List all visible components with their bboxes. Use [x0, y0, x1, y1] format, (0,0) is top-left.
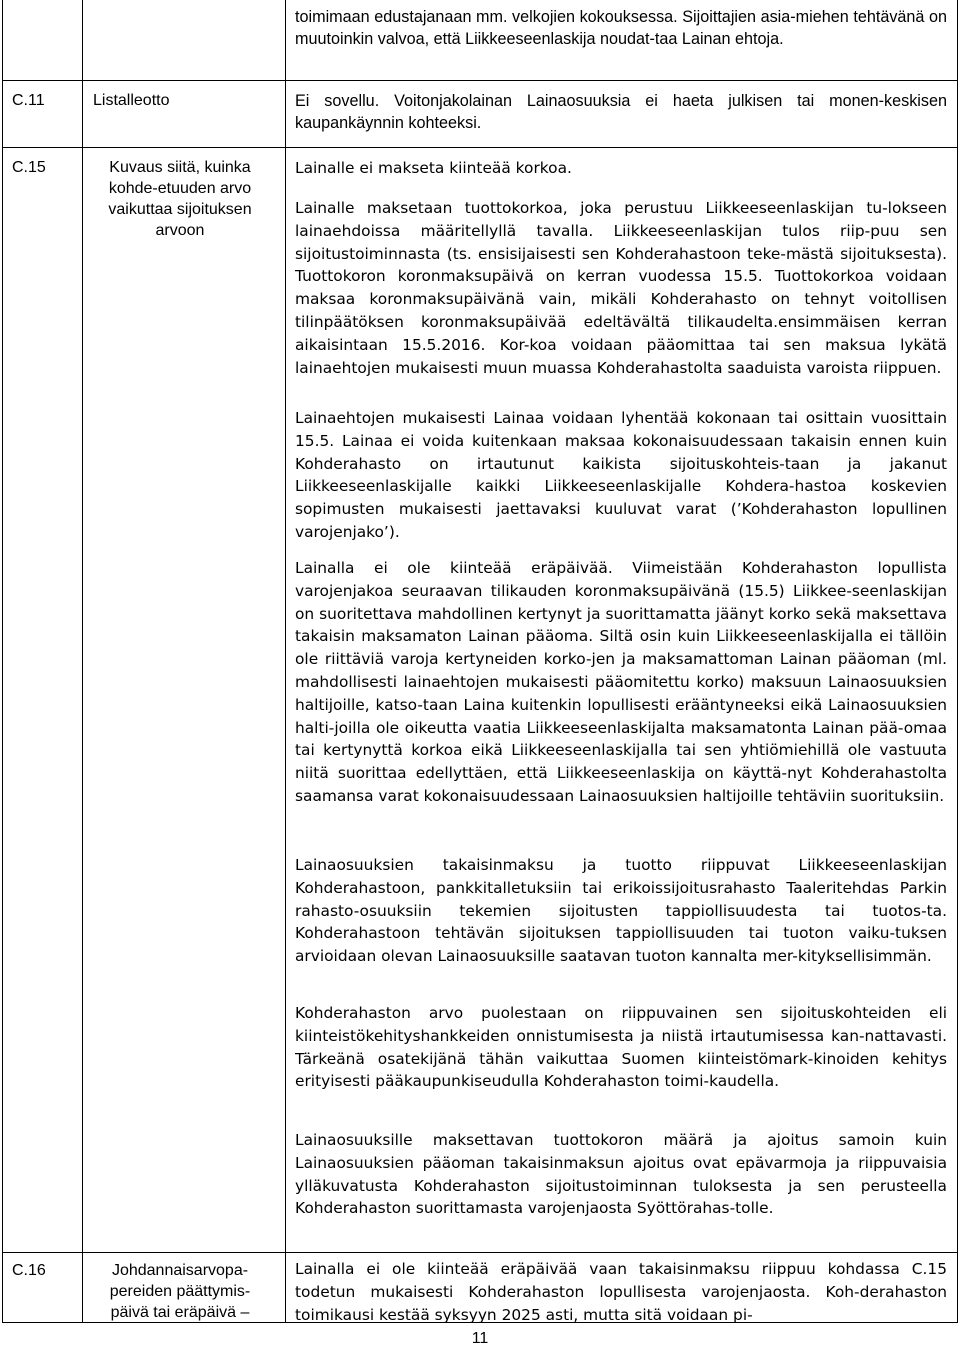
row-title-c11: Listalleotto	[93, 92, 170, 109]
row-c15-paragraph-5: Lainaosuuksien takaisinmaksu ja tuotto riippuvat Liikkeeseenlaskijan Kohderahastoon, pankkitalletuksiin tai erikoissijoitusrahasto Taaleritehdas Parkin rahasto-osuuksiin tekemien sijoitusten tappiollisuudesta tai tuotos-ta. Kohderahastoon tehtävän sijoituksen tappiollisuuden tai tuoton vaiku-tuksen arvioidaan olevan Lainaosuuksille saatavan tuoton kannalta mer-kityksellisimmän.	[295, 856, 947, 966]
continuation-paragraph: toimimaan edustajanaan mm. velkojien kokouksessa. Sijoittajien asia-miehen tehtävänä on muutoinkin valvoa, että Liikkeeseenlaskija noudat-taa Lainan ehtoja.	[295, 8, 947, 48]
row-c11-paragraph: Ei sovellu. Voitonjakolainan Lainaosuuksia ei haeta julkisen tai monen-keskisen kaupankäynnin kohteeksi.	[295, 92, 947, 132]
row-c15-paragraph-3: Lainaehtojen mukaisesti Lainaa voidaan lyhentää kokonaan tai osittain vuosittain 15.5. Lainaa ei voida kuitenkaan maksaa kokonaisuudessaan takaisin ennen kuin Kohderahasto on irtautunut kaikista sijoituskohteis-taan ja jakanut Liikkeeseenlaskijalle kaikki Liikkeeseenlaskijalle Kohdera-hastoa koskevien sopimusten mukaisesti jaettavaksi kuuluvat varat (’Kohderahaston lopullinen varojenjako’).	[295, 409, 947, 541]
row-c15-paragraph-1: Lainalle ei makseta kiinteää korkoa.	[295, 159, 572, 177]
row-c16-paragraph: Lainalla ei ole kiinteää eräpäivää vaan takaisinmaksu riippuu kohdassa C.15 todetun mukaisesti Kohderahaston lopullisesta varojenjaosta. Koh-derahaston toimikausi kestää syksyyn 2025 asti, mutta sitä voidaan pi-	[295, 1260, 947, 1324]
column-divider-1	[82, 0, 83, 1323]
row-divider-c11	[2, 80, 957, 81]
row-code-c11: C.11	[12, 92, 45, 109]
column-divider-2	[285, 0, 286, 1323]
row-code-c16: C.16	[12, 1262, 46, 1279]
row-c15-paragraph-2: Lainalle maksetaan tuottokorkoa, joka perustuu Liikkeeseenlaskijan tu-lokseen lainaehdoissa määritellyllä tavalla. Liikkeeseenlaskijan tulos riip-puu sen sijoitustoiminnasta (ts. ensisijaisesti sen Kohderahastoon teke-mästä sijoituksesta). Tuottokoron koronmaksupäivä on kerran vuodessa 15.5. Tuottokorkoa voidaan maksaa koronmaksupäivänä vain, mikäli Kohderahasto on tehnyt voitollisen tilinpäätöksen koronmaksupäivää edeltävältä tilikaudelta.ensimmäisen kerran aikaisintaan 15.5.2016. Kor-koa voidaan pääomittaa tai sen maksua lykätä lainaehtojen mukaisesti muun muassa Kohderahastolta saaduista varoista riippuen.	[295, 199, 947, 377]
row-c15-paragraph-4: Lainalla ei ole kiinteää eräpäivää. Viimeistään Kohderahaston lopullista varojenjakoa seuraavan tilikauden koronmaksupäivänä (15.5) Liikkee-seenlaskijan on suoritettava mahdollinen kertynyt ja suorittamatta jäänyt korko sekä maksettava takaisin maksamaton Lainan pääoma. Siltä osin kuin Liikkeeseenlaskijalla ei tällöin ole riittäviä varoja kertyneiden korko-jen ja maksamattoman Lainan pääoman (ml. mahdollisesti lainaehtojen mukaisesti pääomitettu korko) maksuun Lainaosuuksien haltijoille, katso-taan Laina kuitenkin lopullisesti erääntyneeksi eikä Lainaosuuksien halti-joilla ole oikeutta vaatia Liikkeeseenlaskijalta maksamatonta Lainan pää-omaa tai kertynyttä korkoa eikä Liikkeeseenlaskijalla tai sen yhtiömiehillä ole vastuuta niitä suorittaa edellyttäen, että Liikkeeseenlaskija on käyttä-nyt Kohderahastolta saamansa varat kokonaisuudessaan Lainaosuuksien haltijoille tehtäviin suorituksiin.	[295, 559, 947, 805]
page-number: 11	[471, 1330, 489, 1347]
table-left-border	[2, 0, 3, 1323]
row-title-c16: Johdannaisarvopa-pereiden päättymis-päivä tai eräpäivä –	[109, 1262, 251, 1321]
row-title-c15: Kuvaus siitä, kuinka kohde-etuuden arvo vaikuttaa sijoituksen arvoon	[108, 159, 252, 239]
row-c15-paragraph-7: Lainaosuuksille maksettavan tuottokoron määrä ja ajoitus samoin kuin Lainaosuuksien pääoman takaisinmaksun ajoitus ovat epävarmoja ja riippuvaisia ylläkuvatusta Kohderahaston sijoitustoiminnan tuloksesta ja sen perusteella Kohderahaston suorittamasta varojenjaosta Syöttörahas-tolle.	[295, 1131, 947, 1218]
table-right-border	[957, 0, 958, 1323]
row-code-c15: C.15	[12, 159, 46, 176]
row-c15-paragraph-6: Kohderahaston arvo puolestaan on riippuvainen sen sijoituskohteiden eli kiinteistökehityshankkeiden onnistumisesta ja niistä irtautumisessa kan-nattavasti. Tärkeänä osatekijänä tähän vaikuttaa Suomen kiinteistömark-kinoiden kehitys erityisesti pääkaupunkiseudulla Kohderahaston toimi-kaudella.	[295, 1004, 947, 1091]
row-divider-c16	[2, 1252, 957, 1253]
row-divider-c15	[2, 147, 957, 148]
